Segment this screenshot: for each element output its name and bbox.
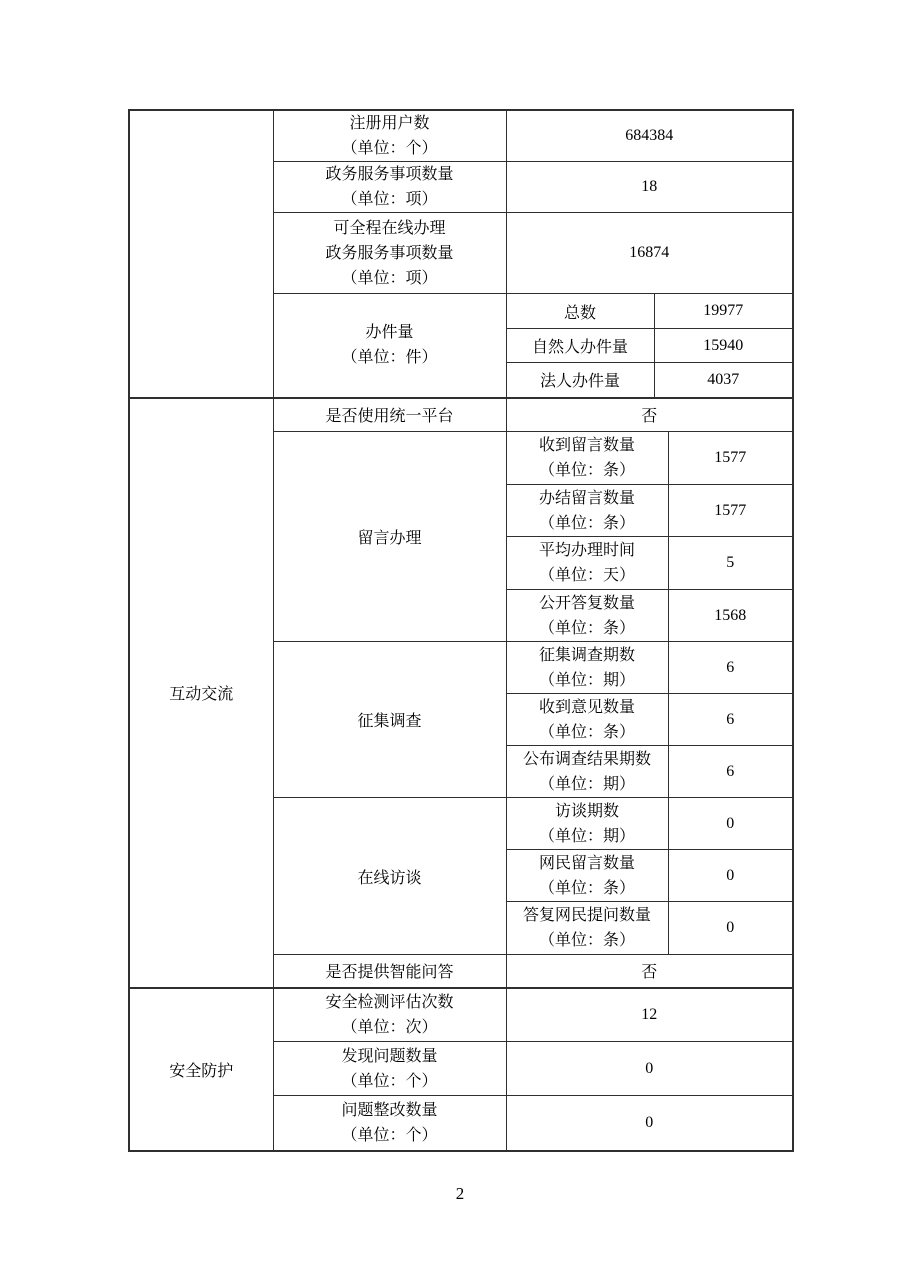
full-online-items-value: 16874 [506,213,793,294]
messages-received-unit: （单位：条） [538,462,635,479]
survey-opinions-label: 收到意见数量 [538,698,635,716]
messages-completed-label-cell [506,485,668,537]
messages-completed-label: 办结留言数量 [538,489,635,507]
public-replies-unit: （单位：条） [538,619,635,637]
security-assessments-label-cell [273,988,506,1042]
full-online-items-unit: （单位：项） [341,269,438,287]
service-items-label-cell [273,162,506,213]
problems-found-unit: （单位：个） [341,1072,438,1090]
interview-messages-label-cell [506,850,668,902]
interview-replies-label-cell [506,902,668,955]
case-volume-total-label: 总数 [506,294,654,329]
case-volume-label-cell [273,294,506,398]
avg-handling-time-label-cell [506,537,668,590]
security-assessments-value: 12 [506,988,793,1042]
page-number: 2 [455,1184,465,1203]
category-cell-interaction: 互动交流 [129,398,273,988]
public-replies-label: 公开答复数量 [538,594,635,612]
smart-qa-label: 是否提供智能问答 [273,955,506,988]
security-assessments-label: 安全检测评估次数 [325,993,454,1011]
messages-completed-value: 1577 [668,485,793,537]
case-volume-total-value: 19977 [654,294,793,329]
case-volume-label: 办件量 [365,324,414,342]
row-security-assessments [129,988,793,1042]
problems-fixed-label-cell [273,1096,506,1151]
row-unified-platform [129,398,793,432]
survey-label-cell: 征集调查 [273,642,506,798]
category-cell-security: 安全防护 [129,988,273,1151]
problems-fixed-value: 0 [506,1096,793,1151]
survey-opinions-value: 6 [668,694,793,746]
messages-received-label: 收到留言数量 [538,437,635,454]
interview-label-cell: 在线访谈 [273,798,506,955]
registered-users-label: 注册用户数 [349,115,430,132]
full-online-items-label-cell [273,213,506,294]
interview-periods-label: 访谈期数 [554,802,619,820]
interview-periods-value: 0 [668,798,793,850]
survey-results-unit: （单位：期） [538,775,635,793]
problems-found-value: 0 [506,1042,793,1096]
survey-opinions-unit: （单位：条） [538,723,635,741]
problems-found-label: 发现问题数量 [341,1047,438,1065]
avg-handling-time-label: 平均办理时间 [538,542,635,559]
case-volume-natural-value: 15940 [654,329,793,363]
smart-qa-value: 否 [506,955,793,988]
survey-results-label-cell [506,746,668,798]
problems-fixed-label: 问题整改数量 [341,1101,438,1119]
row-registered-users [129,110,793,162]
survey-periods-label: 征集调查期数 [538,646,635,664]
full-online-items-label-line2: 政务服务事项数量 [325,244,454,262]
survey-results-value: 6 [668,746,793,798]
survey-opinions-label-cell [506,694,668,746]
service-items-unit: （单位：项） [341,191,438,208]
public-replies-label-cell [506,590,668,642]
survey-periods-label-cell [506,642,668,694]
case-volume-unit: （单位：件） [341,349,438,367]
messages-received-label-cell [506,432,668,485]
interview-replies-value: 0 [668,902,793,955]
messages-completed-unit: （单位：条） [538,514,635,532]
case-volume-natural-label: 自然人办件量 [506,329,654,363]
service-items-value: 18 [506,162,793,213]
registered-users-value: 684384 [506,110,793,162]
survey-periods-unit: （单位：期） [538,671,635,689]
message-handling-label-cell: 留言办理 [273,432,506,642]
interview-messages-value: 0 [668,850,793,902]
public-replies-value: 1568 [668,590,793,642]
avg-handling-time-unit: （单位：天） [538,567,635,584]
interview-periods-label-cell [506,798,668,850]
avg-handling-time-value: 5 [668,537,793,590]
unified-platform-label: 是否使用统一平台 [273,398,506,432]
interview-replies-unit: （单位：条） [538,932,635,949]
survey-periods-value: 6 [668,642,793,694]
registered-users-label-cell [273,110,506,162]
interview-periods-unit: （单位：期） [538,827,635,845]
case-volume-legal-value: 4037 [654,363,793,398]
messages-received-value: 1577 [668,432,793,485]
full-online-items-label-line1: 可全程在线办理 [333,219,446,237]
interview-messages-label: 网民留言数量 [538,854,635,872]
interview-replies-label: 答复网民提问数量 [522,907,651,924]
report-table [128,109,794,1152]
registered-users-unit: （单位：个） [341,140,438,157]
category-cell-service-continued [129,110,273,398]
problems-fixed-unit: （单位：个） [341,1126,438,1144]
problems-found-label-cell [273,1042,506,1096]
security-assessments-unit: （单位：次） [341,1018,438,1036]
interview-messages-unit: （单位：条） [538,879,635,897]
service-items-label: 政务服务事项数量 [325,166,454,183]
case-volume-legal-label: 法人办件量 [506,363,654,398]
unified-platform-value: 否 [506,398,793,432]
survey-results-label: 公布调查结果期数 [522,750,651,768]
